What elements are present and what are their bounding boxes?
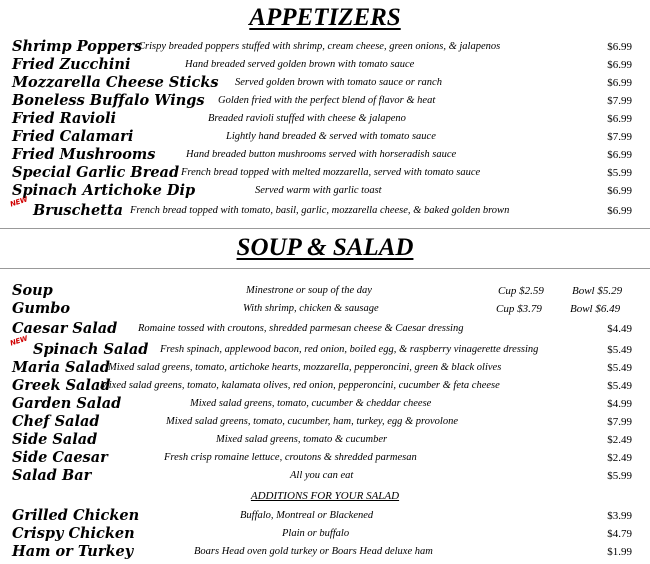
item-description: Plain or buffalo — [282, 528, 350, 539]
item-price: $6.99 — [607, 41, 632, 53]
item-name: Fried Calamari — [12, 128, 134, 145]
item-price: $4.49 — [607, 323, 632, 335]
item-price: $6.99 — [607, 77, 632, 89]
menu-item — [0, 413, 650, 431]
item-name: Salad Bar — [12, 467, 92, 484]
bowl-price: Bowl $5.29 — [572, 285, 623, 297]
item-description: Served golden brown with tomato sauce or ranch — [235, 77, 442, 88]
item-name: Gumbo — [12, 300, 71, 317]
item-price: $5.99 — [607, 167, 632, 179]
menu-item — [0, 507, 650, 525]
item-name: Boneless Buffalo Wings — [12, 92, 205, 109]
item-description: All you can eat — [290, 470, 354, 481]
item-description: Fresh crisp romaine lettuce, croutons & shredded parmesan — [164, 452, 417, 463]
item-price: $6.99 — [607, 149, 632, 161]
menu-item — [0, 282, 650, 300]
item-name: Spinach Artichoke Dip — [12, 182, 196, 199]
new-badge: NEW — [9, 334, 29, 348]
menu-item — [0, 38, 650, 56]
item-description: French bread topped with tomato, basil, garlic, mozzarella cheese, & baked golden brown — [130, 205, 510, 216]
item-name: Side Caesar — [12, 449, 108, 466]
cup-price: Cup $3.79 — [496, 303, 542, 315]
item-price: $5.49 — [607, 380, 632, 392]
menu-item — [0, 334, 650, 359]
item-price: $4.79 — [607, 528, 632, 540]
item-description: French bread topped with melted mozzarella, served with tomato sauce — [181, 167, 481, 178]
item-description: Mixed salad greens, tomato, artichoke hearts, mozzarella, pepperoncini, green & black olives — [108, 362, 502, 373]
item-name: Shrimp Poppers — [12, 38, 143, 55]
new-badge: NEW — [9, 195, 29, 209]
item-description: With shrimp, chicken & sausage — [243, 303, 379, 314]
item-name: Side Salad — [12, 431, 98, 448]
menu-item — [0, 377, 650, 395]
cup-price: Cup $2.59 — [498, 285, 544, 297]
menu-item — [0, 164, 650, 182]
bowl-price: Bowl $6.49 — [570, 303, 621, 315]
item-price: $4.99 — [607, 398, 632, 410]
item-price: $3.99 — [607, 510, 632, 522]
item-name: Mozzarella Cheese Sticks — [12, 74, 219, 91]
menu-item — [0, 110, 650, 128]
item-name: Crispy Chicken — [12, 525, 135, 542]
appetizers-title: APPETIZERS — [249, 4, 401, 31]
item-description: Lightly hand breaded & served with tomato sauce — [226, 131, 436, 142]
item-name: Chef Salad — [12, 413, 100, 430]
additions-heading: ADDITIONS FOR YOUR SALAD — [250, 490, 400, 502]
item-price: $2.49 — [607, 434, 632, 446]
item-price: $7.99 — [607, 416, 632, 428]
menu-item — [0, 146, 650, 164]
item-price: $7.99 — [607, 95, 632, 107]
item-name: Fried Ravioli — [12, 110, 116, 127]
menu-item — [0, 525, 650, 543]
item-price: $6.99 — [607, 113, 632, 125]
item-name: Grilled Chicken — [12, 507, 140, 524]
item-description: Golden fried with the perfect blend of flavor & heat — [218, 95, 436, 106]
item-name: Fried Mushrooms — [12, 146, 156, 163]
item-description: Mixed salad greens, tomato, cucumber, ham, turkey, egg & provolone — [166, 416, 458, 427]
item-price: $2.49 — [607, 452, 632, 464]
menu-item — [0, 395, 650, 413]
item-description: Hand breaded served golden brown with tomato sauce — [185, 59, 415, 70]
item-description: Breaded ravioli stuffed with cheese & jalapeno — [208, 113, 406, 124]
item-price: $7.99 — [607, 131, 632, 143]
item-description: Mixed salad greens, tomato, kalamata olives, red onion, pepperoncini, cucumber & feta cheese — [100, 380, 500, 391]
item-description: Mixed salad greens, tomato, cucumber & cheddar cheese — [190, 398, 432, 409]
item-description: Hand breaded button mushrooms served with horseradish sauce — [186, 149, 457, 160]
item-price: $5.49 — [607, 344, 632, 356]
menu-item — [0, 182, 650, 200]
item-price: $6.99 — [607, 59, 632, 71]
item-description: Served warm with garlic toast — [255, 185, 382, 196]
menu-item — [0, 431, 650, 449]
menu-item — [0, 56, 650, 74]
soup-salad-title: SOUP & SALAD — [236, 234, 414, 261]
menu-item — [0, 320, 650, 338]
item-name: Greek Salad — [12, 377, 111, 394]
menu-item — [0, 543, 650, 561]
item-name: Bruschetta — [33, 202, 123, 219]
item-description: Buffalo, Montreal or Blackened — [240, 510, 374, 521]
item-name: Spinach Salad — [33, 341, 149, 358]
item-name: Ham or Turkey — [12, 543, 134, 560]
menu-item — [0, 92, 650, 110]
item-name: Special Garlic Bread — [12, 164, 180, 181]
item-price: $1.99 — [607, 546, 632, 558]
section-divider — [0, 228, 650, 229]
menu-item — [0, 300, 650, 318]
item-description: Minestrone or soup of the day — [246, 285, 372, 296]
menu-item — [0, 449, 650, 467]
item-price: $6.99 — [607, 185, 632, 197]
item-description: Fresh spinach, applewood bacon, red onion, boiled egg, & raspberry vinagerette dressing — [160, 344, 539, 355]
item-name: Caesar Salad — [12, 320, 118, 337]
menu-item — [0, 195, 650, 220]
item-name: Garden Salad — [12, 395, 122, 412]
menu-item — [0, 128, 650, 146]
item-name: Fried Zucchini — [12, 56, 131, 73]
section-divider — [0, 268, 650, 269]
menu-item — [0, 359, 650, 377]
item-description: Crispy breaded poppers stuffed with shrimp, cream cheese, green onions, & jalapenos — [138, 41, 501, 52]
item-name: Soup — [12, 282, 53, 299]
item-price: $5.99 — [607, 470, 632, 482]
item-price: $6.99 — [607, 205, 632, 217]
item-name: Maria Salad — [12, 359, 110, 376]
menu-item — [0, 467, 650, 485]
item-description: Romaine tossed with croutons, shredded parmesan cheese & Caesar dressing — [138, 323, 464, 334]
item-description: Boars Head oven gold turkey or Boars Head deluxe ham — [194, 546, 433, 557]
menu-item — [0, 74, 650, 92]
item-price: $5.49 — [607, 362, 632, 374]
item-description: Mixed salad greens, tomato & cucumber — [216, 434, 388, 445]
